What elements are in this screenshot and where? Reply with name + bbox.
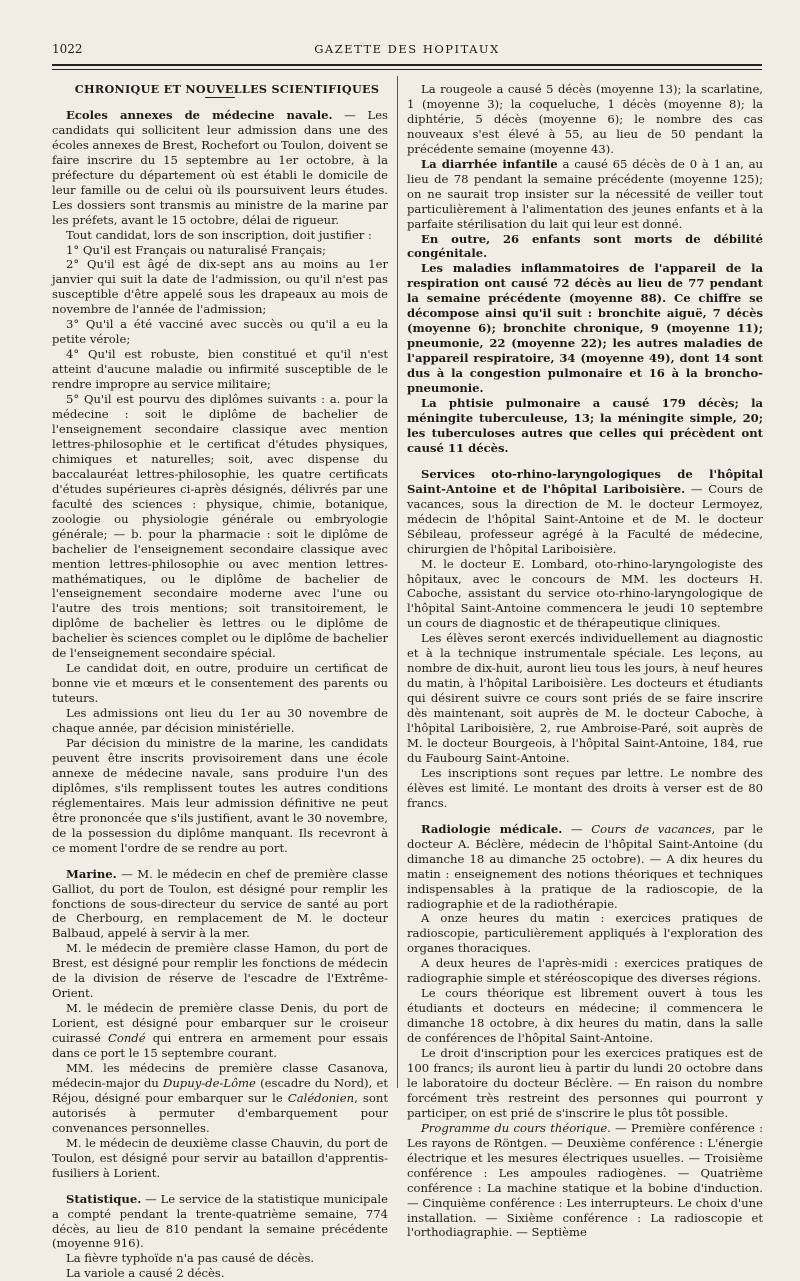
paragraph: M. le docteur E. Lombard, oto-rhino-laryngologiste des hôpitaux, avec le concours de MM. les docteurs H. Caboche, assistant du service oto-rhino-laryngologique de l'hôpital Saint-Antoine commencera le jeudi 10 septembre un cours de diagnostic et de thérapeutique cliniques. — [407, 556, 763, 631]
paragraph: A deux heures de l'après-midi : exercices pratiques de radiographie simple et stéréoscopique des diverses régions. — [407, 956, 763, 986]
paragraph: 2° Qu'il est âgé de dix-sept ans au moins au 1er janvier qui suit la date de l'admission, ou qu'il n'est pas susceptible d'être appelé sous les drapeaux au mois de novembre de l'année de l'admission; — [52, 257, 388, 317]
paragraph-text: , sont autorisés à permuter d'embarquement pour convenances personnelles. — [52, 1090, 388, 1135]
section-title: CHRONIQUE ET NOUVELLES SCIENTIFIQUES — [74, 82, 380, 96]
paragraph: Les admissions ont lieu du 1er au 30 novembre de chaque année, par décision ministérielle. — [52, 706, 388, 736]
programme-label: Programme du cours théorique. — [421, 1120, 611, 1135]
header-rule-thick — [52, 64, 762, 66]
article-heading: Statistique. — [66, 1191, 142, 1206]
paragraph-text: qui entrera en armement pour essais dans ce port le 15 septembre courant. — [52, 1031, 388, 1061]
article-heading: Ecoles annexes de médecine navale. — [66, 107, 333, 122]
paragraph: La rougeole a causé 5 décès (moyenne 13); la scarlatine, 1 (moyenne 3); la coqueluche, 1 décès (moyenne 8); la diphtérie, 5 décès (moyenne 6); le nombre des cas nouveaux s'est élevé à 55, au lieu de 50 pendant la précédente semaine (moyenne 43). — [407, 82, 763, 156]
paragraph-text: — Première conférence : Les rayons de Röntgen. — Deuxième conférence : L'énergie électrique et les mesures électriques usuelles. — Troisième conférence : Les ampoules radiogènes. — Quatrième conférence : La machine statique et la bobine d'induction. — Cinquième conférence : Les interrupteurs. Le choix d'une installation. — Sixième conférence : La radioscopie et l'orthodiagraphie. — Septième — [407, 1120, 763, 1240]
paragraph-text: a causé 65 décès de 0 à 1 an, au lieu de 78 pendant la semaine précédente (moyenne 125); on ne saurait trop insister sur la nécessité de veiller tout particulièrement à l'alimentation des jeunes enfants et à la parfaite stérilisation du lait qui leur est donné. — [407, 156, 763, 231]
paragraph: Les élèves seront exercés individuellement au diagnostic et à la technique instrumentale spéciale. Les leçons, au nombre de dix-huit, auront lieu tous les jours, à neuf heures du matin, à l'hôpital Lariboisière. Les docteurs et étudiants qui désirent suivre ce cours sont priés de se faire inscrire dès maintenant, soit auprès de M. le docteur Caboche, à l'hôpital Lariboisière, 2, rue Ambroise-Paré, soit auprès de M. le docteur Bourgeois, à l'hôpital Saint-Antoine, 184, rue du Faubourg Saint-Antoine. — [407, 631, 763, 765]
page-header — [52, 38, 762, 58]
article-statistique — [52, 1192, 388, 1281]
paragraph-text: , par le docteur A. Béclère, médecin de l'hôpital Saint-Antoine (du dimanche 18 au dimanche 25 octobre). — A dix heures du matin : enseignement des notions théoriques et techniques indispensables à la pratique de la radioscopie, de la radiographie et de la radiothérapie. — [407, 821, 763, 911]
article-services-orl — [407, 467, 763, 811]
column-divider — [397, 76, 398, 1088]
paragraph: 5° Qu'il est pourvu des diplômes suivants : a. pour la médecine : soit le diplôme de bachelier de l'enseignement secondaire classique avec mention lettres-philosophie et le certificat d'études physiques, chimiques et naturelles; soit, avec dispense du baccalauréat lettres-philosophie, les quatre certificats d'études supérieures ci-après désignés, délivrés par une faculté des sciences : physique, chimie, botanique, zoologie ou physiologie générale ou embryologie générale; — b. pour la pharmacie : soit le diplôme de bachelier de l'enseignement secondaire classique avec mention lettres-philosophie ou avec mention lettres-mathématiques, ou le diplôme de bachelier de l'enseignement secondaire moderne avec l'une ou l'autre des trois mentions; soit transitoirement, le diplôme de bachelier ès lettres ou le diplôme de bachelier ès sciences complet ou le diplôme de bachelier de l'enseignement secondaire spécial. — [52, 392, 388, 661]
paragraph: En outre, 26 enfants sont morts de débilité congénitale. — [407, 231, 763, 261]
paragraph: Le droit d'inscription pour les exercices pratiques est de 100 francs; ils auront lieu à partir du lundi 20 octobre dans le laboratoire du docteur Béclère. — En raison du nombre forcément très restreint des personnes qui pourront y participer, on est prié de s'inscrire le plus tôt possible. — [407, 1046, 763, 1120]
paragraph: — Cours de vacances, sous la direction de M. le docteur Lermoyez, médecin de l'hôpital Saint-Antoine et de M. le docteur Sébileau, professeur agrégé à la Faculté de médecine, chirurgien de l'hôpital Lariboisière. — [407, 481, 763, 556]
bold-phrase: La diarrhée infantile — [421, 156, 558, 171]
ship-name: Calédonien — [287, 1090, 355, 1105]
paragraph: — Le service de la statistique municipale a compté pendant la trente-quatrième semaine, 774 décès, au lieu de 810 pendant la semaine précédente (moyenne 916). — [52, 1191, 388, 1251]
paragraph: Les maladies inflammatoires de l'appareil de la respiration ont causé 72 décès au lieu de 77 pendant la semaine précédente (moyenne 88). Ce chiffre se décompose ainsi qu'il suit : bronchite aiguë, 7 décès (moyenne 6); bronchite chronique, 9 (moyenne 11); pneumonie, 22 (moyenne 22); les autres maladies de l'appareil respiratoire, 34 (moyenne 49), dont 14 sont dus à la congestion pulmonaire et 16 à la broncho-pneumonie. — [407, 261, 763, 396]
article-statistique-suite — [407, 82, 763, 456]
paragraph: 4° Qu'il est robuste, bien constitué et qu'il n'est atteint d'aucune maladie ou infirmité susceptible de le rendre impropre au service militaire; — [52, 347, 388, 392]
ship-name: Dupuy-de-Lôme — [163, 1075, 256, 1090]
paragraph: 3° Qu'il a été vacciné avec succès ou qu'il a eu la petite vérole; — [52, 317, 388, 347]
paragraph: La fièvre typhoïde n'a pas causé de décès. — [66, 1251, 315, 1266]
paragraph: Le cours théorique est librement ouvert à tous les étudiants et docteurs en médecine; il commencera le dimanche 18 octobre, à dix heures du matin, dans la salle de conférences de l'hôpital Saint-Antoine. — [407, 986, 763, 1046]
paragraph: M. le médecin de deuxième classe Chauvin, du port de Toulon, est désigné pour servir au bataillon d'apprentis-fusiliers à Lorient. — [52, 1135, 388, 1180]
page-number: 1022 — [52, 42, 83, 56]
paragraph: A onze heures du matin : exercices pratiques de radioscopie, particulièrement appliqués à l'exploration des organes thoraciques. — [407, 911, 763, 956]
article-heading: Services oto-rhino-laryngologiques de l'hôpital Saint-Antoine et de l'hôpital Lariboisière. — [407, 466, 763, 496]
right-column — [407, 82, 763, 1240]
header-rule-thin — [52, 69, 762, 70]
article-heading: Radiologie médicale. — [421, 821, 563, 836]
paragraph-text: MM. les médecins de première classe Casanova, médecin-major du — [52, 1061, 388, 1090]
paragraph-text: M. le médecin de première classe Denis, du port de Lorient, est désigné pour embarquer sur le croiseur cuirassé — [52, 1001, 388, 1046]
title-rule — [205, 97, 235, 98]
article-marine — [52, 867, 388, 1181]
article-radiologie — [407, 822, 763, 1241]
paragraph: La phtisie pulmonaire a causé 179 décès; la méningite tuberculeuse, 13; la méningite simple, 20; les tuberculoses autres que celles qui précèdent ont causé 11 décès. — [407, 396, 763, 455]
paragraph: La variole a causé 2 décès. — [66, 1266, 225, 1281]
dash: — — [562, 821, 592, 836]
paragraph: — Les candidats qui sollicitent leur admission dans une des écoles annexes de Brest, Rochefort ou Toulon, doivent se faire inscrire du 15 septembre au 1er octobre, à la préfecture du département où est établi le domicile de leur famille ou de celui où ils poursuivent leurs études. Les dossiers sont transmis au ministre de la marine par les préfets, avant le 15 octobre, délai de rigueur. — [52, 107, 389, 227]
left-column — [52, 82, 388, 1281]
paragraph: 1° Qu'il est Français ou naturalisé Français; — [66, 242, 326, 257]
paragraph-text: (escadre du Nord), et Réjou, désigné pour embarquer sur le — [52, 1075, 388, 1105]
running-title: GAZETTE DES HOPITAUX — [314, 42, 500, 56]
ship-name: Condé — [107, 1031, 146, 1046]
course-title: Cours de vacances — [591, 821, 712, 836]
paragraph: Le candidat doit, en outre, produire un certificat de bonne vie et mœurs et le consentement des parents ou tuteurs. — [52, 661, 388, 706]
paragraph: Par décision du ministre de la marine, les candidats peuvent être inscrits provisoirement dans une école annexe de médecine navale, sans produire l'un des diplômes, s'ils remplissent toutes les autres conditions réglementaires. Mais leur admission définitive ne peut être prononcée que s'ils justifient, avant le 30 novembre, de la possession du diplôme manquant. Ils recevront à ce moment l'ordre de se rendre au port. — [52, 735, 388, 855]
paragraph: — M. le médecin en chef de première classe Galliot, du port de Toulon, est désigné pour remplir les fonctions de sous-directeur du service de santé au port de Cherbourg, en remplacement de M. le docteur Balbaud, appelé à servir à la mer. — [52, 866, 388, 941]
article-heading: Marine. — [66, 866, 117, 881]
article-ecoles-annexes — [52, 108, 388, 856]
paragraph: M. le médecin de première classe Hamon, du port de Brest, est désigné pour remplir les fonctions de médecin de la division de réserve de l'escadre de l'Extrême-Orient. — [52, 941, 388, 1001]
paragraph: Les inscriptions sont reçues par lettre. Le nombre des élèves est limité. Le montant des droits à verser est de 80 francs. — [407, 765, 763, 810]
paragraph: Tout candidat, lors de son inscription, doit justifier : — [66, 227, 372, 242]
